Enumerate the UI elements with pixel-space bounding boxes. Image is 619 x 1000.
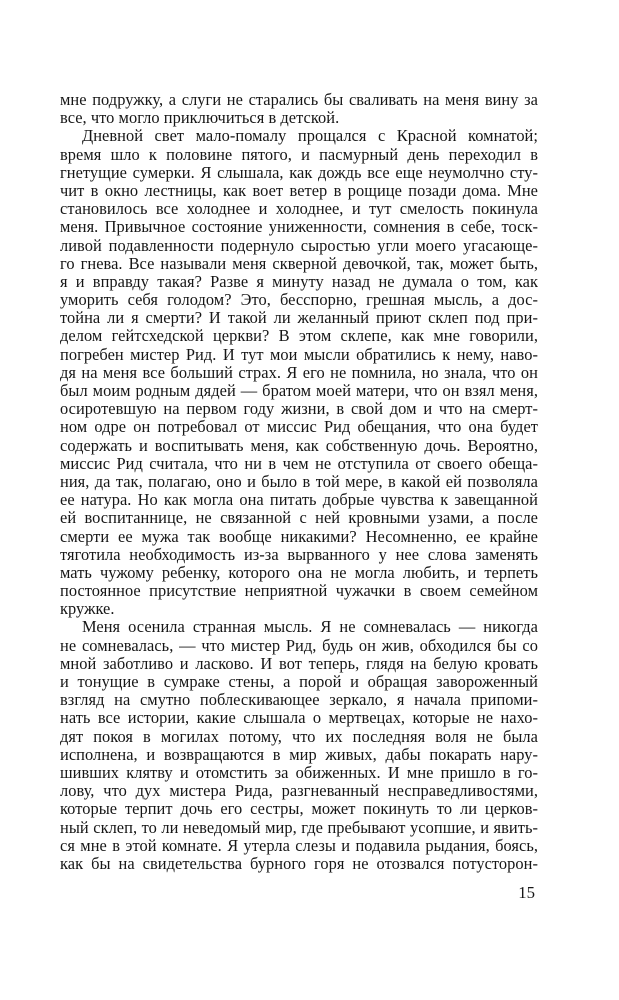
text-line: кружке. <box>60 600 115 619</box>
text-line: шивших клятву и отомстить за обиженных. И мне пришло в го- <box>60 763 538 782</box>
text-line: ливой подавленности подернуло сыростью угли моего угасающе- <box>60 236 538 255</box>
text-line: время шло к половине пятого, и пасмурный день переходил в <box>60 145 538 164</box>
text-line: как бы на свидетельства бурного горя не отозвался потусторон- <box>60 854 538 873</box>
text-line: осиротевшую на первом году жизни, в свой дом и что на смерт- <box>60 400 538 419</box>
text-line: делом гейтсхедской церкви? В этом склепе, как мне говорили, <box>60 327 538 346</box>
text-line: был моим родным дядей — братом моей матери, что он взял меня, <box>60 382 538 400</box>
text-line: все, что могло приключиться в детской. <box>60 109 340 128</box>
text-line: ния, да так, полагаю, оно и было в той мере, в какой ей позволяла <box>60 472 538 491</box>
text-line: взгляд на смутно поблескивающее зеркало, я начала припоми- <box>60 691 538 710</box>
text-line: уморить себя голодом? Это, бесспорно, грешная мысль, а дос- <box>60 291 538 310</box>
page-number <box>60 884 538 902</box>
page-number-value: 15 <box>518 883 535 902</box>
text-line: становилось все холоднее и холоднее, и тут смелость покинула <box>60 200 538 219</box>
text-line: нать все истории, какие слышала о мертвецах, которые не нахо- <box>60 709 538 728</box>
text-line: Меня осенила странная мысль. Я не сомневалась — никогда <box>82 618 538 637</box>
text-line: Дневной свет мало-помалу прощался с Красной комнатой; <box>82 127 538 146</box>
body-text <box>60 91 538 873</box>
text-line: исполнена, и возвращаются в мир живых, дабы покарать нару- <box>60 745 538 764</box>
text-line: и тонущие в сумраке стены, а порой и обращая завороженный <box>60 673 538 691</box>
text-line: меня. Привычное состояние униженности, сомнения в себе, тоск- <box>60 218 538 237</box>
text-line: мной заботливо и ласково. И вот теперь, глядя на белую кровать <box>60 654 538 673</box>
text-line: дят покоя в могилах потому, что их последняя воля не была <box>60 727 538 746</box>
text-line: не сомневалась, — что мистер Рид, будь он жив, обходился бы со <box>60 636 538 655</box>
text-line: чит в окно лестницы, как воет ветер в рощице позади дома. Мне <box>60 181 538 200</box>
text-line: ее натура. Но как могла она питать добрые чувства к завещанной <box>60 491 538 510</box>
text-line: которые терпит дочь его сестры, может покинуть то ли церков- <box>60 800 538 819</box>
text-line: ей воспитаннице, не связанной с ней кровными узами, а после <box>60 509 538 528</box>
text-line: тяготила необходимость из-за вырванного у нее слова заменять <box>60 545 538 564</box>
text-line: я и вправду такая? Разве я минуту назад не думала о том, как <box>60 272 538 291</box>
text-line: миссис Рид считала, что ни в чем не отступила от своего обеща- <box>60 454 538 473</box>
text-line: ном одре он потребовал от миссис Рид обещания, что она будет <box>60 418 538 437</box>
text-line: го гнева. Все называли меня скверной девочкой, так, может быть, <box>60 254 538 273</box>
text-line: погребен мистер Рид. И тут мои мысли обратились к нему, наво- <box>60 345 538 364</box>
text-line: ный склеп, то ли неведомый мир, где пребывают усопшие, и явить- <box>60 818 538 837</box>
text-line: ся мне в этой комнате. Я утерла слезы и подавила рыдания, боясь, <box>60 836 538 855</box>
text-line: мне подружку, а слуги не старались бы сваливать на меня вину за <box>60 91 538 109</box>
text-line: мать чужому ребенку, которого она не могла любить, и терпеть <box>60 563 538 582</box>
text-line: постоянное присутствие неприятной чужачки в своем семейном <box>60 582 538 601</box>
text-line: гнетущие сумерки. Я слышала, как дождь все еще неумолчно сту- <box>60 163 538 182</box>
text-line: смерти ее мужа так вообще никакими? Несомненно, ее крайне <box>60 527 538 546</box>
text-line: содержать и воспитывать меня, как собственную дочь. Вероятно, <box>60 436 538 455</box>
text-line: дя на меня все больший страх. Я его не помнила, но знала, что он <box>60 363 538 382</box>
text-line: лову, что дух мистера Рида, разгневанный несправедливостями, <box>60 782 538 801</box>
text-line: тойна ли я смерти? И такой ли желанный приют склеп под при- <box>60 309 538 328</box>
